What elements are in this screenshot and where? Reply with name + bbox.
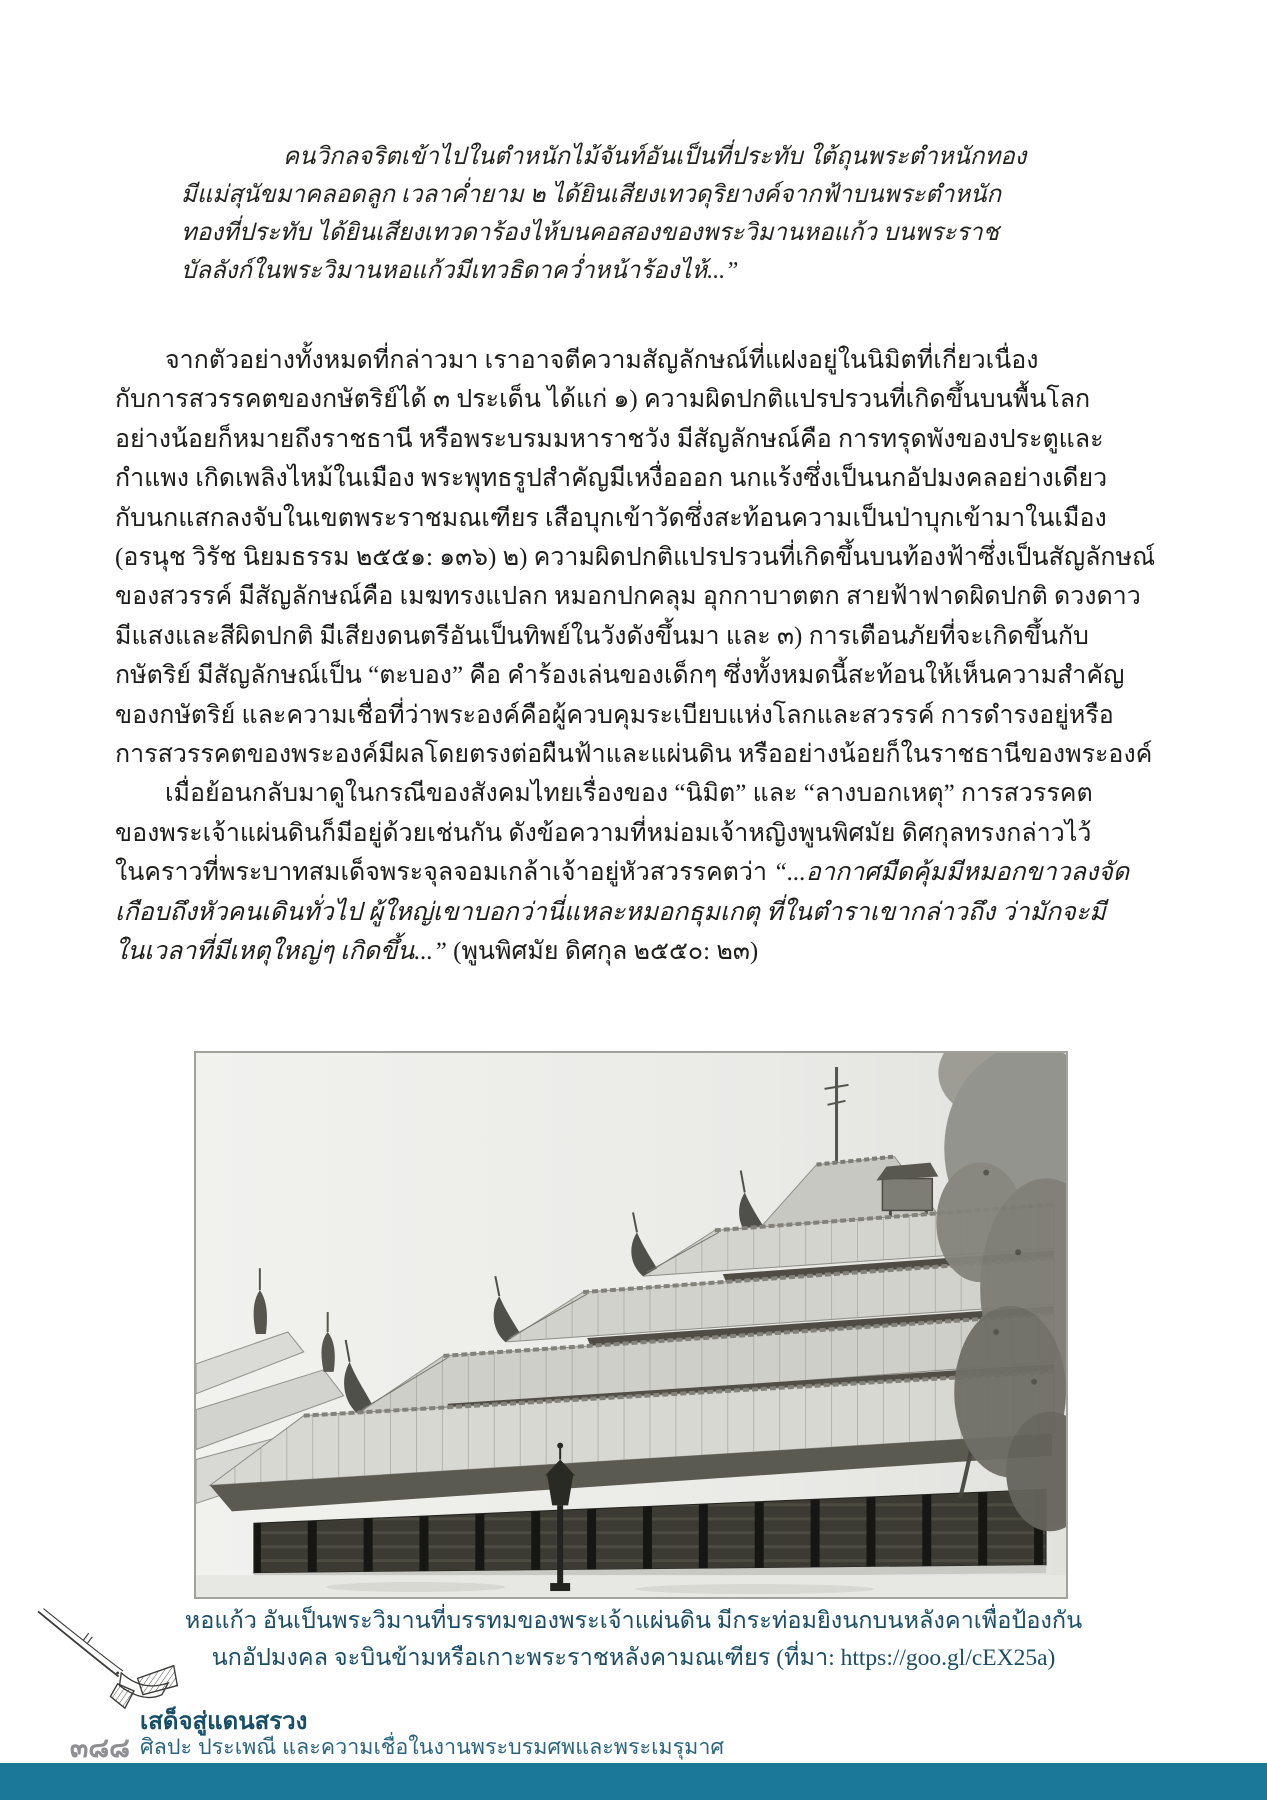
paragraph1-line: การสวรรคตของพระองค์มีผลโดยตรงต่อผืนฟ้าและแผ่นดิน หรืออย่างน้อยก็ในราชธานีของพระองค์ (115, 741, 1153, 769)
caption-source-url: https://goo.gl/cEX25a (840, 1645, 1048, 1671)
paragraph2-line (115, 932, 1047, 971)
quoted-memoir-line: เกือบถึงหัวคนเดินทั่วไป ผู้ใหญ่เขาบอกว่านี่แหละหมอกธุมเกตุ ที่ในตำราเขากล่าวถึง ว่ามักจะมี (115, 898, 1106, 926)
quote-line: มีแม่สุนัขมาคลอดลูก เวลาค่ำยาม ๒ ได้ยินเสียงเทวดุริยางค์จากฟ้าบนพระตำหนัก (181, 182, 1002, 208)
paragraph1-line: กับการสวรรคตของกษัตริย์ได้ ๓ ประเด็น ได้แก่ ๑) ความผิดปกติแปรปรวนที่เกิดขึ้นบนพื้นโลก (115, 386, 1091, 414)
quoted-memoir-text: ในเวลาที่มีเหตุใหญ่ๆ เกิดขึ้น...” (115, 938, 447, 966)
caption-line-2 (110, 1640, 1157, 1677)
paragraph1-line: กับนกแสกลงจับในเขตพระราชมณเฑียร เสือบุกเข้าวัดซึ่งสะท้อนความเป็นป่าบุกเข้ามาในเมือง (115, 504, 1107, 532)
opening-quote (181, 138, 1027, 290)
footer-bar (0, 1763, 1267, 1800)
paragraph1-line: อย่างน้อยก็หมายถึงราชธานี หรือพระบรมมหาราชวัง มีสัญลักษณ์คือ การทรุดพังของประตูและ (115, 425, 1104, 453)
photo-figure (194, 1051, 1068, 1599)
caption-text: นกอัปมงคล จะบินข้ามหรือเกาะพระราชหลังคามณเฑียร (ที่มา: (211, 1645, 841, 1671)
citation-text: (พูนพิศมัย ดิศกุล ๒๕๕๐: ๒๓) (446, 938, 759, 966)
bird-logo-icon (26, 1606, 184, 1710)
paragraph2-line (115, 853, 1130, 892)
paragraph2-line: ของพระเจ้าแผ่นดินก็มีอยู่ด้วยเช่นกัน ดังข้อความที่หม่อมเจ้าหญิงพูนพิศมัย ดิศกุลทรงกล่าวไว้ (115, 819, 1092, 847)
paragraph1-line: ของสวรรค์ มีสัญลักษณ์คือ เมฆทรงแปลก หมอกปกคลุม อุกกาบาตตก สายฟ้าฟาดผิดปกติ ดวงดาว (115, 583, 1141, 611)
paragraph1-line: ของกษัตริย์ และความเชื่อที่ว่าพระองค์คือผู้ควบคุมระเบียบแห่งโลกและสวรรค์ การดำรงอยู่หรือ (115, 701, 1114, 729)
body-text (115, 341, 1156, 972)
book-title: เสด็จสู่แดนสรวง (140, 1708, 308, 1735)
paragraph2-regular-text: ในคราวที่พระบาทสมเด็จพระจุลจอมเกล้าเจ้าอยู่หัวสวรรคตว่า (115, 859, 774, 887)
paragraph1-line: กษัตริย์ มีสัญลักษณ์เป็น “ตะบอง” คือ คำร้องเล่นของเด็กๆ ซึ่งทั้งหมดนี้สะท้อนให้เห็นความสำคัญ (115, 662, 1125, 690)
paragraph1-line: กำแพง เกิดเพลิงไหม้ในเมือง พระพุทธรูปสำคัญมีเหงื่อออก นกแร้งซึ่งเป็นนกอัปมงคลอย่างเดียว (115, 465, 1108, 493)
quote-line: บัลลังก์ในพระวิมานหอแก้วมีเทวธิดาคว่ำหน้าร้องไห้...” (181, 258, 739, 284)
paragraph1-line: มีแสงและสีผิดปกติ มีเสียงดนตรีอันเป็นทิพย์ในวังดังขึ้นมา และ ๓) การเตือนภัยที่จะเกิดขึ้นกับ (115, 622, 1089, 650)
quote-line: ทองที่ประทับ ได้ยินเสียงเทวดาร้องไห้บนคอสองของพระวิมานหอแก้ว บนพระราช (181, 220, 999, 246)
paragraph2-line: เมื่อย้อนกลับมาดูในกรณีของสังคมไทยเรื่องของ “นิมิต” และ “ลางบอกเหตุ” การสวรรคต (165, 780, 1093, 808)
photo-caption (110, 1603, 1157, 1677)
caption-text: ) (1047, 1645, 1056, 1671)
paragraph1-line: (อรนุช วิรัช นิยมธรรม ๒๕๕๑: ๑๓๖) ๒) ความผิดปกติแปรปรวนที่เกิดขึ้นบนท้องฟ้าซึ่งเป็นสัญลักษณ์ (115, 544, 1156, 572)
palace-photo (196, 1053, 1066, 1597)
caption-line-1: หอแก้ว อันเป็นพระวิมานที่บรรทมของพระเจ้าแผ่นดิน มีกระท่อมยิงนกบนหลังคาเพื่อป้องกัน (184, 1608, 1083, 1634)
paragraph1-line: จากตัวอย่างทั้งหมดที่กล่าวมา เราอาจตีความสัญลักษณ์ที่แฝงอยู่ในนิมิตที่เกี่ยวเนื่อง (165, 347, 1039, 374)
publisher-bird-logo (26, 1606, 184, 1710)
quoted-memoir-text: “...อากาศมืดคุ้มมีหมอกขาวลงจัด (773, 859, 1130, 887)
page-number: ๓๘๘ (69, 1733, 130, 1763)
book-subtitle: ศิลปะ ประเพณี และความเชื่อในงานพระบรมศพและพระเมรุมาศ (140, 1735, 725, 1759)
quote-line: คนวิกลจริตเข้าไปในตำหนักไม้จันท์อันเป็นที่ประทับ ใต้ถุนพระตำหนักทอง (283, 144, 1027, 170)
